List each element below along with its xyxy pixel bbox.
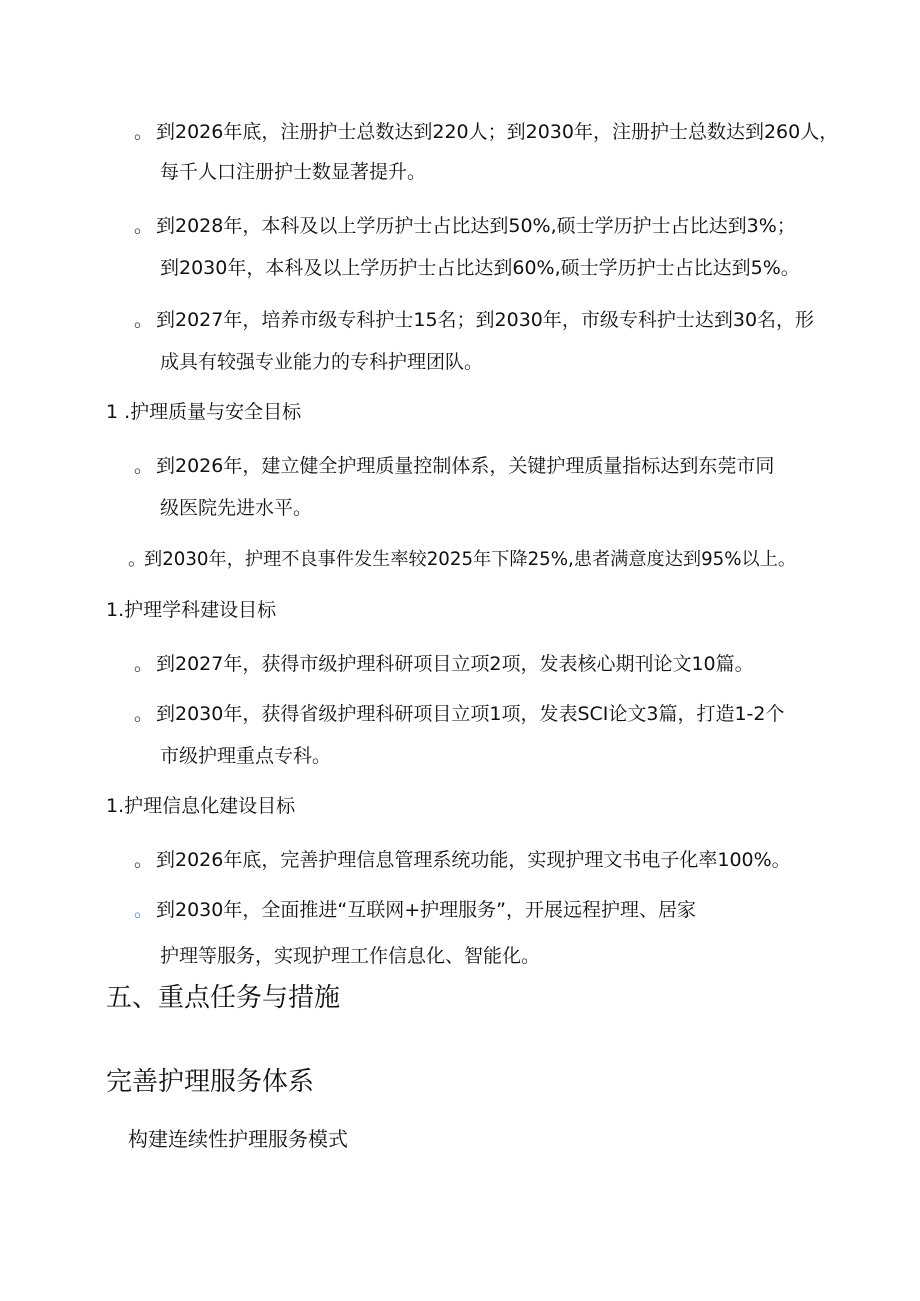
section-heading-discipline: 1.护理学科建设目标 xyxy=(106,599,277,621)
bullet-icon: 。 xyxy=(134,121,154,143)
list-item-continuation: 到2030年，本科及以上学历护士占比达到60%,硕士学历护士占比达到5%。 xyxy=(160,257,800,279)
list-item xyxy=(134,898,696,922)
bullet-icon: 。 xyxy=(134,455,154,477)
list-item-continuation: 市级护理重点专科。 xyxy=(160,745,332,767)
chapter-heading: 五、重点任务与措施 xyxy=(106,983,341,1013)
item-text: 到2027年，培养市级专科护士15名；到2030年，市级专科护士达到30名，形 xyxy=(156,309,815,331)
section-heading-quality: 1 .护理质量与安全目标 xyxy=(106,401,302,423)
list-item-continuation: 每千人口注册护士数显著提升。 xyxy=(160,161,427,183)
bullet-icon: 。 xyxy=(134,899,154,921)
list-item xyxy=(134,848,791,872)
item-text: 到2026年底，注册护士总数达到220人；到2030年，注册护士总数达到260人， xyxy=(156,121,839,143)
bullet-icon: 。 xyxy=(134,653,154,675)
item-text: 到2030年，获得省级护理科研项目立项1项，发表SCI论文3篇，打造1-2个 xyxy=(156,703,785,725)
bullet-icon: 。 xyxy=(134,703,154,725)
list-item xyxy=(134,308,814,332)
subsection-heading: 构建连续性护理服务模式 xyxy=(128,1127,348,1151)
item-text: 到2030年，护理不良事件发生率较2025年下降25%,患者满意度达到95%以上。 xyxy=(144,549,797,570)
list-item-continuation: 成具有较强专业能力的专科护理团队。 xyxy=(160,351,484,373)
item-text: 到2027年，获得市级护理科研项目立项2项，发表核心期刊论文10篇。 xyxy=(156,653,754,675)
list-item xyxy=(134,702,785,726)
list-item xyxy=(134,214,796,238)
list-item xyxy=(134,652,754,676)
item-text: 到2030年，全面推进“互联网+护理服务”，开展远程护理、居家 xyxy=(156,899,696,921)
section-subheading: 完善护理服务体系 xyxy=(106,1067,315,1097)
item-text: 到2028年，本科及以上学历护士占比达到50%,硕士学历护士占比达到3%； xyxy=(156,215,796,237)
bullet-icon: 。 xyxy=(134,215,154,237)
list-item-continuation: 级医院先进水平。 xyxy=(160,497,313,519)
item-text: 到2026年底，完善护理信息管理系统功能，实现护理文书电子化率100%。 xyxy=(156,849,791,871)
list-item xyxy=(134,120,838,144)
list-item-continuation: 护理等服务，实现护理工作信息化、智能化。 xyxy=(160,945,541,967)
item-text: 到2026年，建立健全护理质量控制体系，关键护理质量指标达到东莞市同 xyxy=(156,455,775,477)
bullet-icon: 。 xyxy=(128,549,147,570)
list-item xyxy=(134,454,774,478)
section-heading-informatization: 1.护理信息化建设目标 xyxy=(106,795,296,817)
list-item xyxy=(128,548,796,572)
bullet-icon: 。 xyxy=(134,849,154,871)
bullet-icon: 。 xyxy=(134,309,154,331)
